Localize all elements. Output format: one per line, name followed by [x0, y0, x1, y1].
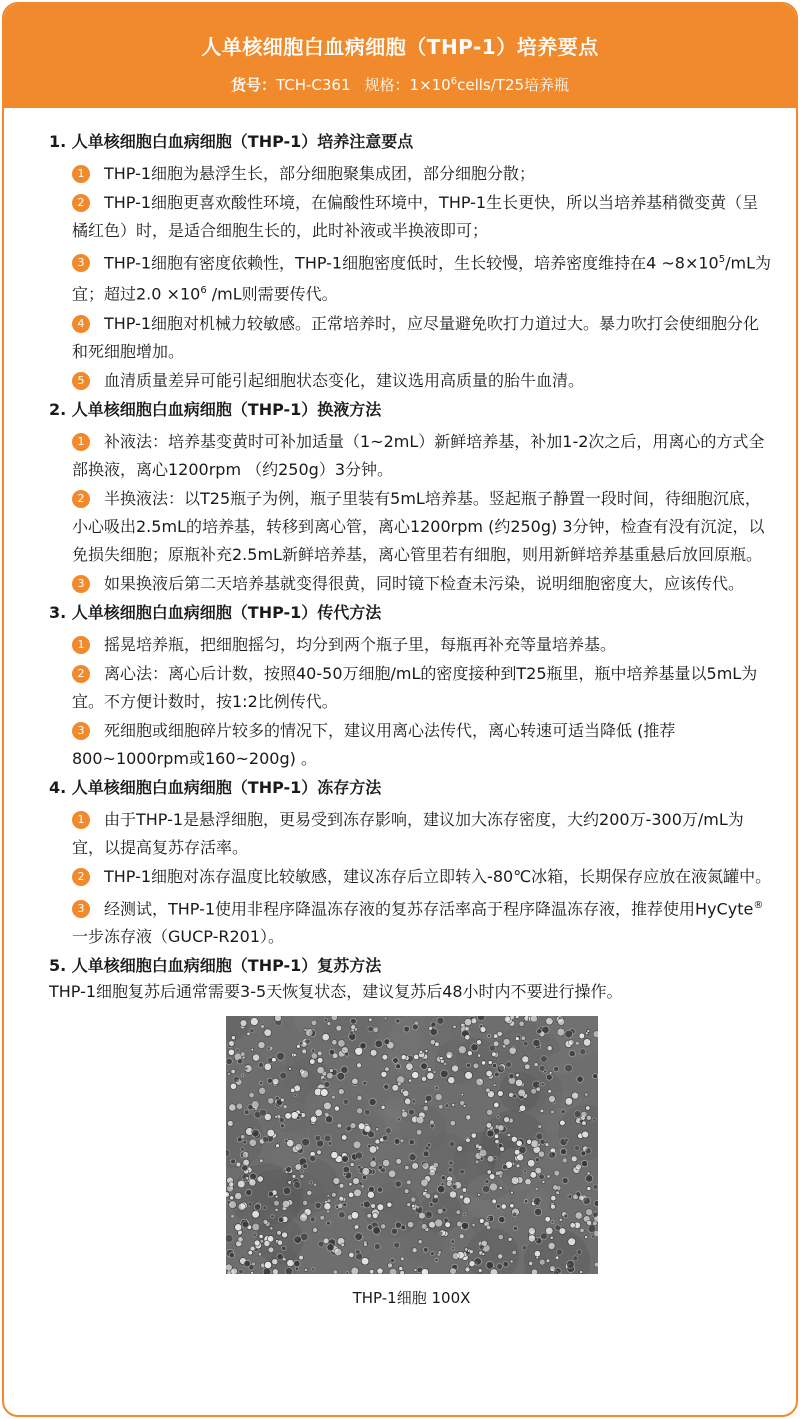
item-text: /mL为宜；超过2.0 ×10	[72, 253, 772, 304]
section-title: 5. 人单核细胞白血病细胞（THP-1）复苏方法	[49, 955, 382, 975]
number-badge-icon: 1	[72, 165, 90, 183]
catalog-label: 货号：	[230, 76, 276, 94]
section-medium-change	[49, 397, 774, 598]
item-text: THP-1细胞对冻存温度比较敏感，建议冻存后立即转入-80℃冰箱，长期保存应放在液氮罐中。	[104, 866, 772, 886]
item-text: 如果换液后第二天培养基就变得很黄，同时镜下检查未污染，说明细胞密度大，应该传代。	[104, 573, 745, 593]
list-item	[72, 660, 774, 716]
number-badge-icon: 4	[72, 315, 90, 333]
section-culture-notes	[49, 129, 774, 395]
number-badge-icon: 1	[72, 636, 90, 654]
list-item	[72, 806, 774, 862]
number-badge-icon: 3	[72, 575, 90, 593]
number-badge-icon: 5	[72, 372, 90, 390]
list-item	[72, 160, 774, 188]
list-item	[72, 367, 774, 395]
item-text: 血清质量差异可能引起细胞状态变化，建议选用高质量的胎牛血清。	[104, 370, 585, 390]
page-title: 人单核细胞白血病细胞（THP-1）培养要点	[201, 35, 599, 59]
number-badge-icon: 2	[72, 868, 90, 886]
spec-value-pre: 1×10	[409, 76, 451, 94]
recovery-text: THP-1细胞复苏后通常需要3-5天恢复状态，建议复苏后48小时内不要进行操作。	[49, 981, 623, 1001]
spec-exponent: 6	[450, 76, 458, 87]
list-item	[72, 485, 774, 569]
section-passage	[49, 600, 774, 773]
item-text: THP-1细胞为悬浮生长，部分细胞聚集成团，部分细胞分散；	[104, 164, 536, 183]
number-badge-icon: 1	[72, 811, 90, 829]
number-badge-icon: 2	[72, 490, 90, 508]
list-item	[72, 570, 774, 598]
section-title: 1. 人单核细胞白血病细胞（THP-1）培养注意要点	[49, 132, 414, 151]
number-badge-icon: 2	[72, 665, 90, 683]
number-badge-icon: 3	[72, 900, 90, 918]
section-title: 3. 人单核细胞白血病细胞（THP-1）传代方法	[49, 602, 382, 622]
item-text: 离心法：离心后计数，按照40-50万细胞/mL的密度接种到T25瓶里，瓶中培养基量以5mL为宜。不方便计数时，按1:2比例传代。	[72, 663, 758, 711]
section-recovery	[49, 953, 774, 1006]
item-text: /mL则需要传代。	[206, 284, 338, 304]
exponent: 5	[718, 254, 726, 265]
product-meta	[4, 72, 796, 95]
registered-mark: ®	[753, 899, 764, 911]
item-text: 补液法：培养基变黄时可补加适量（1~2mL）新鲜培养基，补加1-2次之后，用离心的方式全部换液，离心1200rpm （约250g）3分钟。	[72, 431, 765, 479]
number-badge-icon: 2	[72, 194, 90, 212]
list-item	[72, 717, 774, 773]
catalog-number: TCH-C361	[275, 76, 351, 94]
item-text: 由于THP-1是悬浮细胞，更易受到冻存影响，建议加大冻存密度，大约200万-300万/mL为宜，以提高复苏存活率。	[72, 809, 744, 857]
number-badge-icon: 3	[72, 254, 90, 272]
item-text: THP-1细胞更喜欢酸性环境，在偏酸性环境中，THP-1生长更快，所以当培养基稍微变黄（呈橘红色）时，是适合细胞生长的，此时补液或半换液即可；	[72, 193, 759, 240]
content-body	[4, 108, 796, 1308]
header-banner	[4, 4, 796, 108]
list-item	[72, 863, 774, 891]
number-badge-icon: 1	[72, 433, 90, 451]
micrograph-image	[226, 1016, 598, 1274]
item-text: 一步冻存液（GUCP-R201）。	[72, 926, 285, 946]
exponent: 6	[200, 285, 207, 297]
section-title: 2. 人单核细胞白血病细胞（THP-1）换液方法	[49, 399, 382, 419]
item-text: 摇晃培养瓶，把细胞摇匀，均分到两个瓶子里，每瓶再补充等量培养基。	[104, 634, 617, 654]
item-text: 半换液法：以T25瓶子为例，瓶子里装有5mL培养基。竖起瓶子静置一段时间，待细胞沉底，小心吸出2.5mL的培养基，转移到离心管，离心1200rpm (约250g) 3分钟，检查有没有沉淀，以免损失细胞；原瓶补充2.5mL新鲜培养基，离心管里若有细胞，则用新鲜培养基重悬后放回原瓶。	[72, 488, 765, 564]
list-item	[72, 189, 774, 245]
section-cryopreservation	[49, 775, 774, 951]
section-title: 4. 人单核细胞白血病细胞（THP-1）冻存方法	[49, 777, 382, 797]
list-item	[72, 631, 774, 659]
item-text: 经测试，THP-1使用非程序降温冻存液的复苏存活率高于程序降温冻存液，推荐使用HyCyte	[104, 898, 754, 918]
list-item	[72, 246, 774, 309]
list-item	[72, 310, 774, 366]
list-item	[72, 428, 774, 484]
item-text: THP-1细胞对机械力较敏感。正常培养时，应尽量避免吹打力道过大。暴力吹打会使细胞分化和死细胞增加。	[72, 313, 760, 361]
list-item	[72, 892, 774, 951]
item-text: THP-1细胞有密度依赖性，THP-1细胞密度低时，生长较慢，培养密度维持在4 ~8×10	[104, 253, 719, 273]
protocol-card	[2, 2, 798, 1417]
spec-label: 规格：	[364, 76, 410, 94]
micrograph-figure	[49, 1016, 774, 1308]
figure-caption: THP-1细胞 100X	[352, 1288, 471, 1307]
item-text: 死细胞或细胞碎片较多的情况下，建议用离心法传代，离心转速可适当降低 (推荐800~1000rpm或160~200g) 。	[72, 720, 676, 768]
spec-value-post: cells/T25培养瓶	[457, 76, 570, 94]
number-badge-icon: 3	[72, 722, 90, 740]
